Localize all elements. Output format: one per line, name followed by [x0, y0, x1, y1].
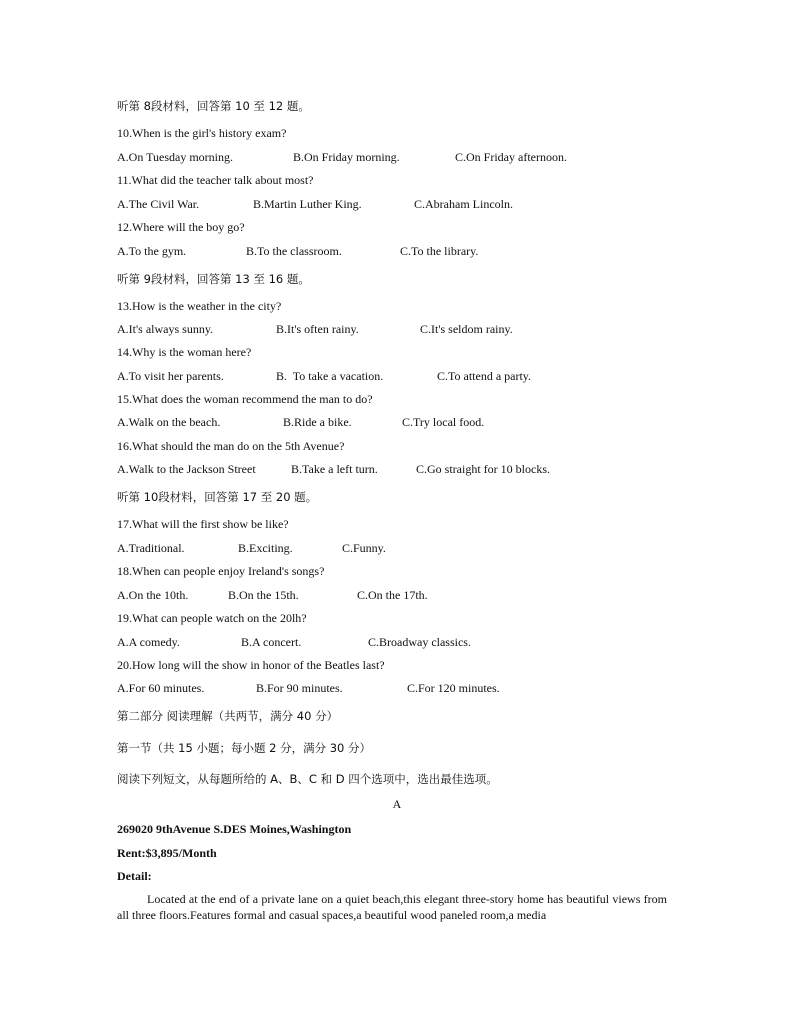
option-c: C.It's seldom rainy.: [420, 322, 513, 336]
option-c: C.To attend a party.: [437, 369, 532, 383]
question: 15.What does the woman recommend the man to do?: [117, 392, 373, 406]
option-a: A.Traditional.: [117, 541, 185, 555]
option-c: C.Funny.: [342, 541, 386, 555]
section-title: 第一节（共 15 小题；每小题 2 分，满分 30 分）: [117, 741, 372, 755]
listing-paragraph: Located at the end of a private lane on a quiet beach,this elegant three-story home has beautiful views from all three floors.Features formal and casual spaces,a beautiful wood paneled room,a media: [117, 892, 667, 922]
option-a: A.On Tuesday morning.: [117, 150, 234, 164]
question: 17.What will the first show be like?: [117, 517, 289, 531]
option-c: C.On the 17th.: [357, 588, 428, 602]
option-a: A.To visit her parents.: [117, 369, 224, 383]
option-b: B.Ride a bike.: [283, 415, 352, 429]
question: 19.What can people watch on the 20lh?: [117, 611, 307, 625]
option-c: C.On Friday afternoon.: [455, 150, 567, 164]
option-b: B.On the 15th.: [228, 588, 299, 602]
question: 20.How long will the show in honor of the Beatles last?: [117, 658, 385, 672]
question: 10.When is the girl's history exam?: [117, 126, 287, 140]
listing-rent: Rent:$3,895/Month: [117, 846, 217, 860]
option-a: A.It's always sunny.: [117, 322, 214, 336]
option-a: A.For 60 minutes.: [117, 681, 205, 695]
option-b: B.Exciting.: [238, 541, 293, 555]
listing-address: 269020 9thAvenue S.DES Moines,Washington: [117, 822, 352, 836]
question: 14.Why is the woman here?: [117, 345, 252, 359]
question: 18.When can people enjoy Ireland's songs?: [117, 564, 325, 578]
option-c: C.For 120 minutes.: [407, 681, 500, 695]
option-b: B.On Friday morning.: [293, 150, 400, 164]
option-c: C.Try local food.: [402, 415, 485, 429]
section-heading: 听第 10段材料，回答第 17 至 20 题。: [117, 490, 318, 504]
option-a: A.Walk to the Jackson Street: [117, 462, 256, 476]
option-b: B.For 90 minutes.: [256, 681, 343, 695]
detail-label: Detail:: [117, 869, 152, 883]
question: 16.What should the man do on the 5th Avenue?: [117, 439, 345, 453]
option-a: A.The Civil War.: [117, 197, 200, 211]
option-b: B. To take a vacation.: [276, 369, 384, 383]
option-c: C.To the library.: [400, 244, 479, 258]
option-a: A.To the gym.: [117, 244, 187, 258]
option-b: B.Martin Luther King.: [253, 197, 362, 211]
option-c: C.Go straight for 10 blocks.: [416, 462, 550, 476]
option-a: A.A comedy.: [117, 635, 180, 649]
instruction: 阅读下列短文，从每题所给的 A、B、C 和 D 四个选项中，选出最佳选项。: [117, 772, 498, 786]
option-b: B.Take a left turn.: [291, 462, 378, 476]
option-b: B.To the classroom.: [246, 244, 342, 258]
option-b: B.It's often rainy.: [276, 322, 359, 336]
question: 12.Where will the boy go?: [117, 220, 245, 234]
passage-label: A: [392, 797, 402, 811]
part-title: 第二部分 阅读理解（共两节，满分 40 分）: [117, 709, 339, 723]
section-heading: 听第 9段材料，回答第 13 至 16 题。: [117, 272, 310, 286]
option-c: C.Broadway classics.: [368, 635, 471, 649]
option-a: A.On the 10th.: [117, 588, 189, 602]
option-c: C.Abraham Lincoln.: [414, 197, 513, 211]
question: 11.What did the teacher talk about most?: [117, 173, 314, 187]
question: 13.How is the weather in the city?: [117, 299, 282, 313]
section-heading: 听第 8段材料，回答第 10 至 12 题。: [117, 99, 310, 113]
option-b: B.A concert.: [241, 635, 302, 649]
option-a: A.Walk on the beach.: [117, 415, 221, 429]
